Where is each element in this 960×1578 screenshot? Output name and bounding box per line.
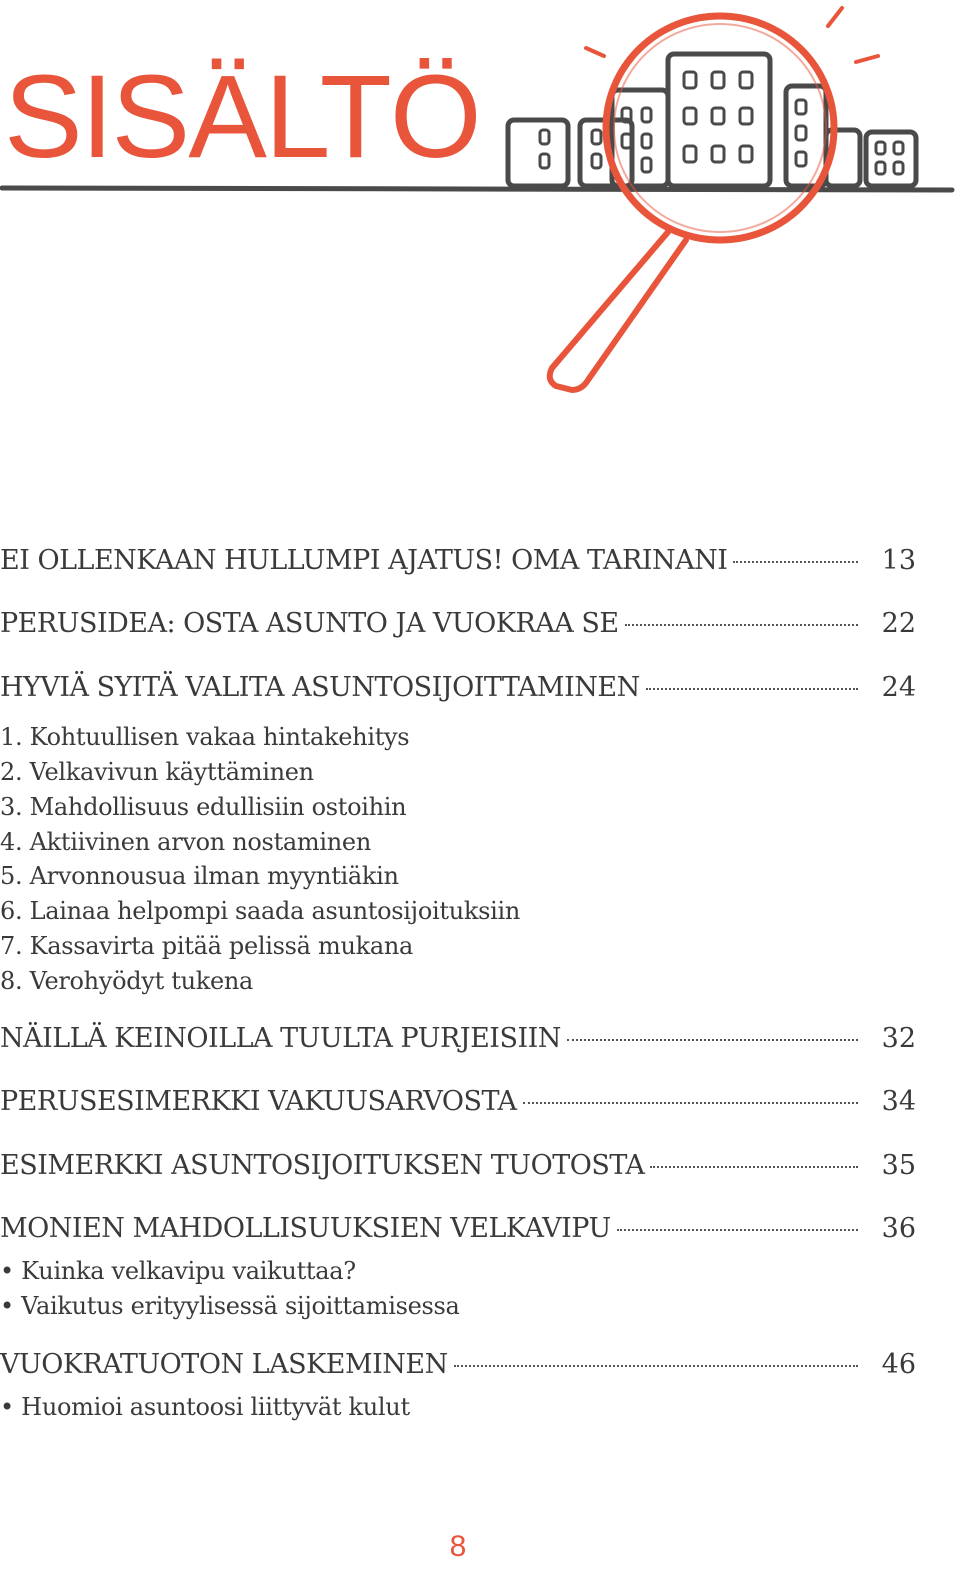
toc-subitem: 8. Verohyödyt tukena — [0, 967, 254, 995]
dot-leader — [617, 1229, 858, 1231]
toc-subitem: 5. Arvonnousua ilman myyntiäkin — [0, 862, 399, 890]
toc-entry-page: 36 — [881, 1213, 916, 1244]
toc-subitem: • Vaikutus erityylisessä sijoittamisessa — [0, 1292, 460, 1320]
dot-leader — [650, 1166, 858, 1168]
toc-entry[interactable] — [0, 1150, 916, 1190]
toc-entry-page: 22 — [881, 608, 916, 639]
toc-entry-page: 32 — [881, 1023, 916, 1054]
toc-entry[interactable] — [0, 608, 916, 648]
toc-entry[interactable] — [0, 545, 916, 585]
toc-entry-page: 13 — [881, 545, 916, 576]
toc-entry-label: VUOKRATUOTON LASKEMINEN — [0, 1349, 448, 1380]
toc-entry-label: ESIMERKKI ASUNTOSIJOITUKSEN TUOTOSTA — [0, 1150, 645, 1181]
toc-subitem: 4. Aktiivinen arvon nostaminen — [0, 828, 371, 856]
page-title: SISÄLTÖ — [4, 51, 480, 183]
toc-entry-label: NÄILLÄ KEINOILLA TUULTA PURJEISIIN — [0, 1023, 561, 1054]
dot-leader — [733, 561, 858, 563]
toc-entry-label: HYVIÄ SYITÄ VALITA ASUNTOSIJOITTAMINEN — [0, 672, 640, 703]
dot-leader — [523, 1102, 858, 1104]
toc-entry-page: 35 — [881, 1150, 916, 1181]
toc-entry[interactable] — [0, 1349, 916, 1389]
dot-leader — [567, 1039, 858, 1041]
toc-entry[interactable] — [0, 672, 916, 712]
dot-leader — [646, 688, 858, 690]
page-number: 8 — [449, 1530, 467, 1563]
toc-entry-label: PERUSIDEA: OSTA ASUNTO JA VUOKRAA SE — [0, 608, 619, 639]
toc-entry-page: 34 — [881, 1086, 916, 1117]
toc-entry[interactable] — [0, 1086, 916, 1126]
dot-leader — [454, 1365, 858, 1367]
toc-entry-page: 24 — [881, 672, 916, 703]
toc-entry[interactable] — [0, 1023, 916, 1063]
toc-entry-label: PERUSESIMERKKI VAKUUSARVOSTA — [0, 1086, 517, 1117]
toc-entry-page: 46 — [881, 1349, 916, 1380]
toc-entry[interactable] — [0, 1213, 916, 1253]
toc-subitem: 6. Lainaa helpompi saada asuntosijoituksiin — [0, 897, 521, 925]
toc-subitem: 7. Kassavirta pitää pelissä mukana — [0, 932, 414, 960]
toc-subitem: 3. Mahdollisuus edullisiin ostoihin — [0, 793, 407, 821]
toc-subitem: 1. Kohtuullisen vakaa hintakehitys — [0, 723, 410, 751]
toc-subitem: 2. Velkavivun käyttäminen — [0, 758, 314, 786]
toc-subitem: • Huomioi asuntoosi liittyvät kulut — [0, 1393, 410, 1421]
toc-entry-label: MONIEN MAHDOLLISUUKSIEN VELKAVIPU — [0, 1213, 611, 1244]
dot-leader — [625, 624, 858, 626]
toc-entry-label: EI OLLENKAAN HULLUMPI AJATUS! OMA TARINANI — [0, 545, 728, 576]
toc-subitem: • Kuinka velkavipu vaikuttaa? — [0, 1257, 356, 1285]
